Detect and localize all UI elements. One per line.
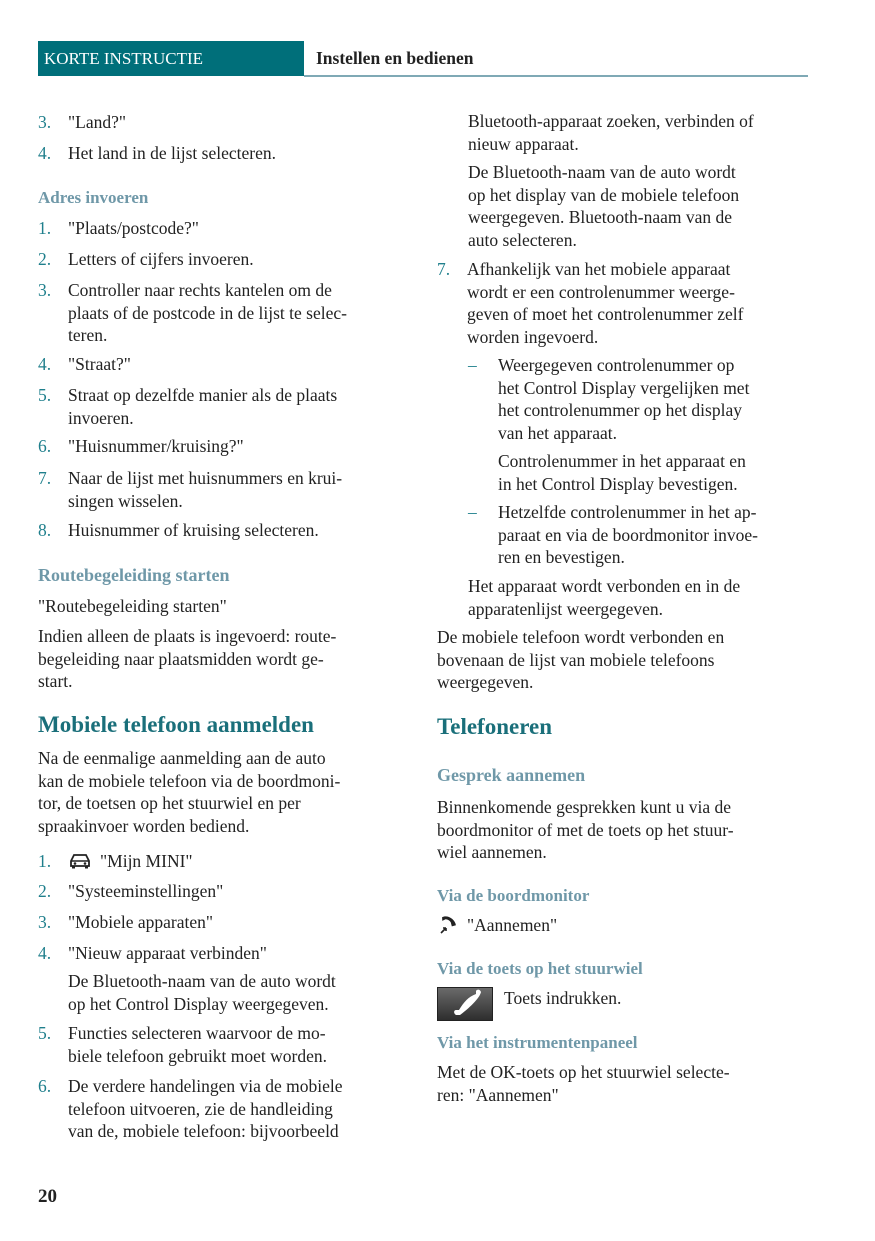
text-line: in het Control Display bevestigen. [498, 473, 738, 494]
dash-item-enter [498, 501, 758, 569]
step-number: 4. [38, 354, 52, 374]
step-text [68, 248, 254, 271]
text-line: worden ingevoerd. [467, 326, 599, 347]
text-line: auto selecteren. [468, 229, 577, 250]
monitor-command [437, 914, 557, 937]
text-line: Hetzelfde controlenummer in het ap- [498, 502, 757, 522]
heading-telefoneren: Telefoneren [437, 714, 552, 739]
text-line: plaats of de postcode in de lijst te selec- [68, 302, 347, 323]
step-text [68, 1022, 327, 1067]
route-command [38, 595, 227, 618]
text-line: De verdere handelingen via de mobiele [68, 1076, 343, 1096]
page-header-title: Instellen en bedienen [316, 48, 474, 68]
panel-text [437, 1061, 730, 1106]
text-line: telefoon uitvoeren, zie de handleiding [68, 1098, 333, 1119]
phone-accept-icon [437, 915, 461, 935]
step-number: 3. [38, 912, 52, 932]
text-line: singen wisselen. [68, 490, 183, 511]
subheading-route: Routebegeleiding starten [38, 565, 230, 585]
steering-phone-button [437, 987, 493, 1021]
text-line: invoeren. [68, 407, 134, 428]
bluetooth-name-note [468, 161, 739, 251]
step-number: 1. [38, 218, 52, 238]
step-text [68, 519, 319, 542]
text-line: van de, mobiele telefoon: bijvoorbeeld [68, 1121, 339, 1142]
dash-item-compare [498, 354, 749, 444]
text-line: geven of moet het controlenummer zelf [467, 304, 744, 325]
text-line: Controller naar rechts kantelen om de [68, 280, 332, 300]
text-line: Functies selecteren waarvoor de mo- [68, 1023, 326, 1043]
step-text [68, 384, 337, 429]
text-line: "Mobiele apparaten" [68, 912, 213, 932]
bullet-dash: – [468, 502, 477, 522]
step-number: 3. [38, 280, 52, 300]
gesprek-text [437, 796, 734, 864]
connected-note [468, 575, 740, 620]
text-line: "Mijn MINI" [100, 851, 193, 871]
text-line: paraat en via de boordmonitor invoe- [498, 524, 758, 545]
text-line: "Land?" [68, 112, 127, 132]
text-line: Het apparaat wordt verbonden en in de [468, 576, 741, 596]
step-text [68, 279, 347, 347]
step-text [68, 467, 342, 512]
step-number: 6. [38, 1076, 52, 1096]
text-line: Weergegeven controlenummer op [498, 355, 735, 375]
text-line: bovenaan de lijst van mobiele telefoons [437, 649, 715, 670]
step-number: 7. [38, 468, 52, 488]
step-number: 8. [38, 520, 52, 540]
text-line: "Routebegeleiding starten" [38, 596, 227, 616]
text-line: ren: "Aannemen" [437, 1084, 559, 1105]
text-line: het controlenummer op het display [498, 400, 742, 421]
aannemen-command: "Aannemen" [467, 915, 558, 935]
step-text [467, 258, 744, 348]
step-text [68, 353, 131, 376]
text-line: De mobiele telefoon wordt verbonden en [437, 627, 725, 647]
step-number: 4. [38, 943, 52, 963]
text-line: het Control Display vergelijken met [498, 377, 750, 398]
text-line: van het apparaat. [498, 422, 618, 443]
text-line: kan de mobiele telefoon via de boordmoni- [38, 770, 341, 791]
heading-mobiele-telefoon: Mobiele telefoon aanmelden [38, 712, 314, 737]
text-line: weergegeven. [437, 672, 534, 693]
step-text [68, 1075, 343, 1143]
phone-intro [38, 747, 340, 837]
step-number: 2. [38, 249, 52, 269]
page-number: 20 [38, 1186, 57, 1207]
text-line: Straat op dezelfde manier als de plaats [68, 385, 338, 405]
text-line: op het Control Display weergegeven. [68, 993, 329, 1014]
text-line: start. [38, 671, 73, 692]
text-line: Letters of cijfers invoeren. [68, 249, 254, 269]
step-number: 4. [38, 143, 52, 163]
subheading-boordmonitor: Via de boordmonitor [437, 886, 590, 905]
phone-handset-icon [438, 988, 492, 1020]
text-line: wiel aannemen. [437, 842, 547, 863]
step6-continuation [468, 110, 754, 155]
step-text [68, 850, 193, 873]
route-note [38, 625, 336, 693]
text-line: Naar de lijst met huisnummers en krui- [68, 468, 343, 488]
text-line: weergegeven. Bluetooth-naam van de [468, 207, 733, 228]
text-line: "Straat?" [68, 354, 131, 374]
step-number: 5. [38, 1023, 52, 1043]
header-rule [304, 75, 808, 77]
step-text [68, 435, 244, 458]
step-text [68, 942, 267, 965]
text-line: Huisnummer of kruising selecteren. [68, 520, 319, 540]
subheading-gesprek: Gesprek aannemen [437, 765, 586, 785]
step-text [68, 217, 199, 240]
text-line: Controlenummer in het apparaat en [498, 451, 746, 471]
text-line: Indien alleen de plaats is ingevoerd: route- [38, 626, 337, 646]
step-number: 7. [437, 259, 451, 279]
step-number: 2. [38, 881, 52, 901]
step-text [68, 880, 223, 903]
text-line: tor, de toetsen op het stuurwiel en per [38, 793, 301, 814]
bullet-dash: – [468, 355, 477, 375]
text-line: "Systeeminstellingen" [68, 881, 224, 901]
text-line: Bluetooth-apparaat zoeken, verbinden of [468, 111, 754, 131]
text-line: boordmonitor of met de toets op het stuur- [437, 819, 734, 840]
step-number: 6. [38, 436, 52, 456]
text-line: "Nieuw apparaat verbinden" [68, 943, 267, 963]
text-line: ren en bevestigen. [498, 547, 625, 568]
subheading-instrumentenpaneel: Via het instrumentenpaneel [437, 1033, 638, 1052]
step-text [68, 911, 213, 934]
car-icon [68, 850, 92, 870]
text-line: "Plaats/postcode?" [68, 218, 199, 238]
step-number: 3. [38, 112, 52, 132]
text-line: Afhankelijk van het mobiele apparaat [467, 259, 731, 279]
text-line: nieuw apparaat. [468, 133, 579, 154]
toets-text: Toets indrukken. [504, 988, 622, 1008]
text-line: op het display van de mobiele telefoon [468, 184, 740, 205]
dash-item-confirm [498, 450, 746, 495]
text-line: wordt er een controlenummer weerge- [467, 281, 735, 302]
step-text [68, 970, 336, 1015]
step-text [68, 142, 276, 165]
step-number: 1. [38, 851, 52, 871]
text-line: "Huisnummer/kruising?" [68, 436, 244, 456]
text-line: biele telefoon gebruikt moet worden. [68, 1045, 328, 1066]
result-note [437, 626, 724, 694]
text-line: apparatenlijst weergegeven. [468, 598, 664, 619]
text-line: begeleiding naar plaatsmidden wordt ge- [38, 648, 324, 669]
text-line: Met de OK-toets op het stuurwiel selecte- [437, 1062, 730, 1082]
text-line: teren. [68, 325, 108, 346]
text-line: Het land in de lijst selecteren. [68, 143, 276, 163]
subheading-adres: Adres invoeren [38, 188, 149, 207]
step-number: 5. [38, 385, 52, 405]
subheading-stuurwiel: Via de toets op het stuurwiel [437, 959, 643, 978]
text-line: Na de eenmalige aanmelding aan de auto [38, 748, 326, 768]
step-text [68, 111, 126, 134]
text-line: De Bluetooth-naam van de auto wordt [68, 971, 336, 991]
text-line: spraakinvoer worden bediend. [38, 815, 250, 836]
text-line: De Bluetooth-naam van de auto wordt [468, 162, 736, 182]
section-tab: KORTE INSTRUCTIE [38, 41, 304, 76]
text-line: Binnenkomende gesprekken kunt u via de [437, 797, 732, 817]
